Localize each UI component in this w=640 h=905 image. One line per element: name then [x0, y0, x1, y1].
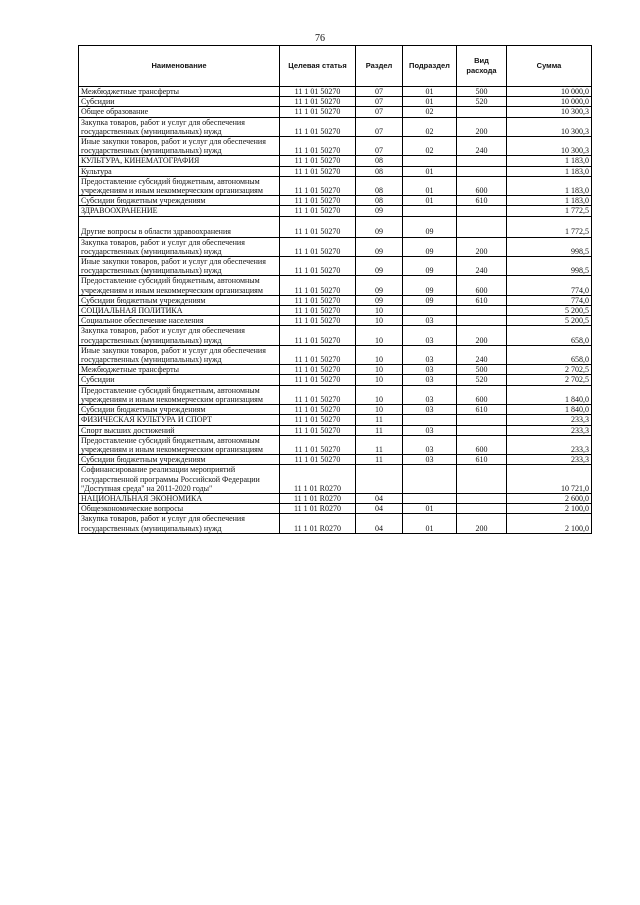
cell-name: Предоставление субсидий бюджетным, автономным учреждениям и иным некоммерческим организациям	[79, 385, 280, 404]
cell-subsection: 02	[403, 117, 457, 136]
cell-section	[356, 465, 403, 494]
cell-target-article: 11 1 01 50270	[280, 206, 356, 216]
cell-target-article: 11 1 01 50270	[280, 237, 356, 256]
cell-name: Предоставление субсидий бюджетным, автономным учреждениям и иным некоммерческим организациям	[79, 276, 280, 295]
cell-target-article: 11 1 01 50270	[280, 137, 356, 156]
cell-sum: 10 300,3	[507, 107, 592, 117]
cell-target-article: 11 1 01 50270	[280, 87, 356, 97]
table-row	[79, 435, 592, 454]
table-row	[79, 405, 592, 415]
cell-section: 09	[356, 295, 403, 305]
cell-expense-type	[457, 425, 507, 435]
cell-section: 07	[356, 107, 403, 117]
table-row	[79, 514, 592, 533]
table-row	[79, 385, 592, 404]
cell-sum: 233,3	[507, 415, 592, 425]
cell-expense-type	[457, 216, 507, 237]
cell-name: Иные закупки товаров, работ и услуг для обеспечения государственных (муниципальных) нужд	[79, 137, 280, 156]
cell-sum: 2 100,0	[507, 504, 592, 514]
cell-expense-type	[457, 206, 507, 216]
table-row	[79, 295, 592, 305]
cell-sum: 2 702,5	[507, 365, 592, 375]
cell-expense-type: 200	[457, 117, 507, 136]
cell-subsection: 01	[403, 176, 457, 195]
table-row	[79, 306, 592, 316]
cell-target-article: 11 1 01 50270	[280, 455, 356, 465]
cell-expense-type	[457, 415, 507, 425]
cell-section: 11	[356, 435, 403, 454]
cell-expense-type: 500	[457, 87, 507, 97]
cell-name: Закупка товаров, работ и услуг для обеспечения государственных (муниципальных) нужд	[79, 117, 280, 136]
cell-sum: 1 183,0	[507, 176, 592, 195]
cell-section: 04	[356, 493, 403, 503]
cell-sum: 998,5	[507, 237, 592, 256]
cell-expense-type	[457, 465, 507, 494]
cell-section: 07	[356, 87, 403, 97]
cell-target-article: 11 1 01 50270	[280, 405, 356, 415]
cell-name: НАЦИОНАЛЬНАЯ ЭКОНОМИКА	[79, 493, 280, 503]
cell-target-article: 11 1 01 50270	[280, 156, 356, 166]
cell-subsection: 03	[403, 405, 457, 415]
cell-expense-type: 520	[457, 375, 507, 385]
table-row	[79, 425, 592, 435]
cell-target-article: 11 1 01 50270	[280, 276, 356, 295]
cell-subsection: 09	[403, 237, 457, 256]
cell-name: Общее образование	[79, 107, 280, 117]
cell-target-article: 11 1 01 50270	[280, 316, 356, 326]
cell-expense-type: 610	[457, 455, 507, 465]
cell-subsection: 03	[403, 435, 457, 454]
cell-sum: 2 600,0	[507, 493, 592, 503]
table-row	[79, 176, 592, 195]
cell-sum: 233,3	[507, 455, 592, 465]
cell-sum: 1 772,5	[507, 216, 592, 237]
header-sum: Сумма	[507, 46, 592, 87]
cell-sum: 2 702,5	[507, 375, 592, 385]
cell-subsection: 03	[403, 326, 457, 345]
table-row	[79, 415, 592, 425]
cell-expense-type: 600	[457, 385, 507, 404]
cell-target-article: 11 1 01 50270	[280, 107, 356, 117]
cell-name: Иные закупки товаров, работ и услуг для обеспечения государственных (муниципальных) нужд	[79, 257, 280, 276]
cell-subsection	[403, 306, 457, 316]
header-expense-type: Вид расхода	[457, 46, 507, 87]
cell-name: Субсидии бюджетным учреждениям	[79, 455, 280, 465]
cell-target-article: 11 1 01 R0270	[280, 465, 356, 494]
cell-expense-type: 610	[457, 295, 507, 305]
cell-name: Межбюджетные трансферты	[79, 87, 280, 97]
cell-section: 10	[356, 385, 403, 404]
table-body	[79, 87, 592, 534]
cell-section: 04	[356, 514, 403, 533]
cell-expense-type: 600	[457, 435, 507, 454]
cell-sum: 1 840,0	[507, 405, 592, 415]
cell-expense-type	[457, 493, 507, 503]
table-row	[79, 326, 592, 345]
cell-section: 11	[356, 415, 403, 425]
page-number: 76	[315, 33, 325, 44]
cell-target-article: 11 1 01 50270	[280, 257, 356, 276]
cell-section: 10	[356, 345, 403, 364]
cell-subsection: 01	[403, 504, 457, 514]
cell-subsection: 09	[403, 276, 457, 295]
cell-sum: 233,3	[507, 425, 592, 435]
cell-expense-type: 240	[457, 137, 507, 156]
cell-expense-type	[457, 166, 507, 176]
cell-target-article: 11 1 01 50270	[280, 365, 356, 375]
cell-subsection: 02	[403, 107, 457, 117]
table-row	[79, 156, 592, 166]
cell-subsection	[403, 156, 457, 166]
cell-sum: 1 772,5	[507, 206, 592, 216]
cell-subsection: 01	[403, 196, 457, 206]
cell-subsection: 03	[403, 345, 457, 364]
cell-target-article: 11 1 01 50270	[280, 415, 356, 425]
cell-expense-type	[457, 504, 507, 514]
table-row	[79, 137, 592, 156]
cell-subsection: 09	[403, 216, 457, 237]
cell-sum: 10 300,3	[507, 137, 592, 156]
table-row	[79, 107, 592, 117]
cell-name: СОЦИАЛЬНАЯ ПОЛИТИКА	[79, 306, 280, 316]
cell-subsection: 09	[403, 257, 457, 276]
cell-section: 10	[356, 405, 403, 415]
cell-expense-type: 600	[457, 176, 507, 195]
table-row	[79, 455, 592, 465]
cell-section: 10	[356, 365, 403, 375]
table-row	[79, 375, 592, 385]
cell-subsection: 02	[403, 137, 457, 156]
cell-target-article: 11 1 01 50270	[280, 166, 356, 176]
cell-target-article: 11 1 01 R0270	[280, 493, 356, 503]
cell-section: 10	[356, 306, 403, 316]
cell-section: 07	[356, 137, 403, 156]
cell-subsection: 03	[403, 455, 457, 465]
cell-sum: 10 300,3	[507, 117, 592, 136]
cell-expense-type	[457, 316, 507, 326]
table-row	[79, 166, 592, 176]
table-row	[79, 504, 592, 514]
cell-name: Закупка товаров, работ и услуг для обеспечения государственных (муниципальных) нужд	[79, 237, 280, 256]
cell-name: Субсидии бюджетным учреждениям	[79, 196, 280, 206]
table-row	[79, 206, 592, 216]
cell-name: Межбюджетные трансферты	[79, 365, 280, 375]
cell-subsection: 03	[403, 385, 457, 404]
cell-name: ФИЗИЧЕСКАЯ КУЛЬТУРА И СПОРТ	[79, 415, 280, 425]
cell-section: 10	[356, 316, 403, 326]
cell-expense-type	[457, 107, 507, 117]
cell-target-article: 11 1 01 50270	[280, 295, 356, 305]
header-target-article: Целевая статья	[280, 46, 356, 87]
cell-sum: 998,5	[507, 257, 592, 276]
cell-section: 09	[356, 257, 403, 276]
cell-target-article: 11 1 01 50270	[280, 117, 356, 136]
cell-expense-type: 600	[457, 276, 507, 295]
cell-name: Социальное обеспечение населения	[79, 316, 280, 326]
cell-sum: 233,3	[507, 435, 592, 454]
table-row	[79, 316, 592, 326]
cell-target-article: 11 1 01 50270	[280, 97, 356, 107]
cell-section: 07	[356, 97, 403, 107]
cell-section: 08	[356, 166, 403, 176]
cell-target-article: 11 1 01 50270	[280, 425, 356, 435]
cell-subsection	[403, 493, 457, 503]
cell-subsection: 03	[403, 316, 457, 326]
cell-expense-type: 500	[457, 365, 507, 375]
cell-target-article: 11 1 01 50270	[280, 196, 356, 206]
table-row	[79, 365, 592, 375]
cell-expense-type: 240	[457, 345, 507, 364]
cell-target-article: 11 1 01 50270	[280, 375, 356, 385]
cell-section: 09	[356, 216, 403, 237]
cell-name: Другие вопросы в области здравоохранения	[79, 216, 280, 237]
table-row	[79, 345, 592, 364]
cell-target-article: 11 1 01 50270	[280, 306, 356, 316]
table-row	[79, 465, 592, 494]
cell-subsection: 03	[403, 365, 457, 375]
cell-subsection: 01	[403, 514, 457, 533]
cell-sum: 1 840,0	[507, 385, 592, 404]
cell-name: Закупка товаров, работ и услуг для обеспечения государственных (муниципальных) нужд	[79, 326, 280, 345]
cell-target-article: 11 1 01 50270	[280, 435, 356, 454]
cell-name: Закупка товаров, работ и услуг для обеспечения государственных (муниципальных) нужд	[79, 514, 280, 533]
cell-section: 09	[356, 276, 403, 295]
header-section: Раздел	[356, 46, 403, 87]
cell-section: 10	[356, 375, 403, 385]
table-row	[79, 257, 592, 276]
cell-name: Субсидии бюджетным учреждениям	[79, 295, 280, 305]
cell-name: Субсидии бюджетным учреждениям	[79, 405, 280, 415]
cell-target-article: 11 1 01 R0270	[280, 514, 356, 533]
cell-sum: 5 200,5	[507, 316, 592, 326]
cell-expense-type: 520	[457, 97, 507, 107]
cell-target-article: 11 1 01 50270	[280, 345, 356, 364]
cell-section: 11	[356, 425, 403, 435]
cell-section: 07	[356, 117, 403, 136]
cell-expense-type: 200	[457, 326, 507, 345]
cell-sum: 1 183,0	[507, 156, 592, 166]
table-row	[79, 237, 592, 256]
cell-sum: 10 000,0	[507, 87, 592, 97]
table-row	[79, 196, 592, 206]
cell-section: 08	[356, 196, 403, 206]
cell-name: Субсидии	[79, 97, 280, 107]
cell-target-article: 11 1 01 50270	[280, 216, 356, 237]
cell-name: Спорт высших достижений	[79, 425, 280, 435]
cell-section: 10	[356, 326, 403, 345]
cell-subsection	[403, 465, 457, 494]
cell-subsection	[403, 206, 457, 216]
cell-target-article: 11 1 01 50270	[280, 385, 356, 404]
cell-subsection: 09	[403, 295, 457, 305]
cell-sum: 774,0	[507, 295, 592, 305]
cell-expense-type: 610	[457, 405, 507, 415]
table-row	[79, 97, 592, 107]
table-row	[79, 276, 592, 295]
table-row	[79, 117, 592, 136]
cell-section: 08	[356, 176, 403, 195]
cell-subsection: 01	[403, 87, 457, 97]
cell-expense-type	[457, 306, 507, 316]
header-name: Наименование	[79, 46, 280, 87]
cell-name: ЗДРАВООХРАНЕНИЕ	[79, 206, 280, 216]
cell-target-article: 11 1 01 50270	[280, 326, 356, 345]
cell-expense-type	[457, 156, 507, 166]
cell-section: 08	[356, 156, 403, 166]
cell-subsection: 01	[403, 166, 457, 176]
cell-sum: 658,0	[507, 326, 592, 345]
cell-subsection: 03	[403, 375, 457, 385]
cell-section: 04	[356, 504, 403, 514]
cell-name: КУЛЬТУРА, КИНЕМАТОГРАФИЯ	[79, 156, 280, 166]
cell-sum: 10 721,0	[507, 465, 592, 494]
table-row	[79, 493, 592, 503]
cell-name: Иные закупки товаров, работ и услуг для обеспечения государственных (муниципальных) нужд	[79, 345, 280, 364]
cell-subsection: 01	[403, 97, 457, 107]
cell-section: 09	[356, 237, 403, 256]
table-row	[79, 216, 592, 237]
cell-name: Предоставление субсидий бюджетным, автономным учреждениям и иным некоммерческим организациям	[79, 435, 280, 454]
cell-subsection	[403, 415, 457, 425]
cell-expense-type: 200	[457, 514, 507, 533]
cell-sum: 10 000,0	[507, 97, 592, 107]
cell-section: 09	[356, 206, 403, 216]
cell-name: Субсидии	[79, 375, 280, 385]
cell-name: Софинансирование реализации мероприятий государственной программы Российской Федерации "Доступная среда" на 2011-2020 годы"	[79, 465, 280, 494]
cell-expense-type: 200	[457, 237, 507, 256]
cell-name: Культура	[79, 166, 280, 176]
cell-target-article: 11 1 01 50270	[280, 176, 356, 195]
budget-table	[78, 45, 592, 534]
table-header-row	[79, 46, 592, 87]
cell-expense-type: 240	[457, 257, 507, 276]
cell-sum: 774,0	[507, 276, 592, 295]
header-subsection: Подраздел	[403, 46, 457, 87]
table-row	[79, 87, 592, 97]
cell-sum: 658,0	[507, 345, 592, 364]
cell-expense-type: 610	[457, 196, 507, 206]
cell-subsection: 03	[403, 425, 457, 435]
cell-sum: 5 200,5	[507, 306, 592, 316]
cell-sum: 1 183,0	[507, 166, 592, 176]
cell-name: Общеэкономические вопросы	[79, 504, 280, 514]
cell-sum: 1 183,0	[507, 196, 592, 206]
cell-target-article: 11 1 01 R0270	[280, 504, 356, 514]
cell-sum: 2 100,0	[507, 514, 592, 533]
cell-name: Предоставление субсидий бюджетным, автономным учреждениям и иным некоммерческим организациям	[79, 176, 280, 195]
cell-section: 11	[356, 455, 403, 465]
